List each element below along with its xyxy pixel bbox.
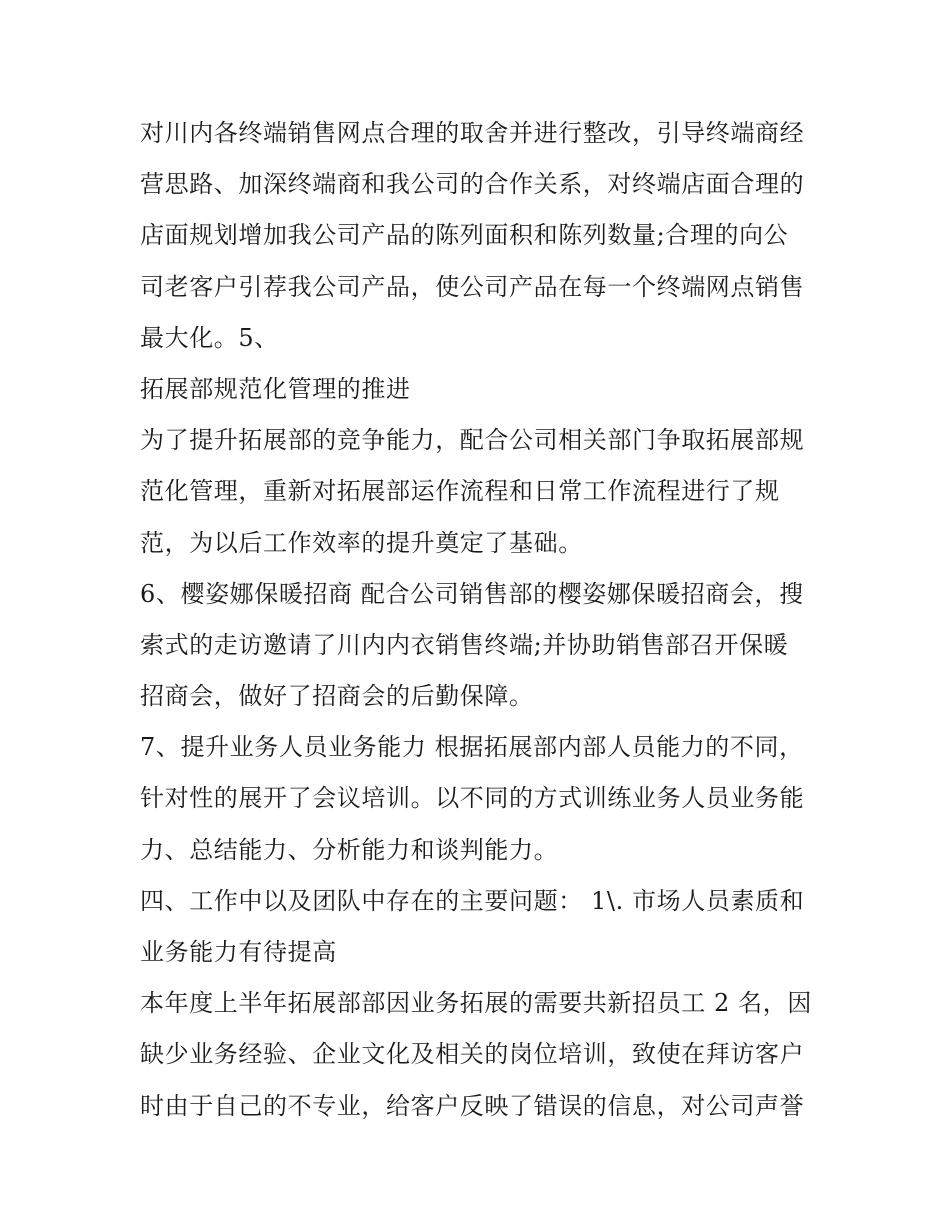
document-body	[140, 108, 820, 1132]
text-line: 为了提升拓展部的竞争能力，配合公司相关部门争取拓展部规	[140, 426, 805, 455]
text-line: 缺少业务经验、企业文化及相关的岗位培训，致使在拜访客户	[140, 1040, 805, 1069]
text-line: 范，为以后工作效率的提升奠定了基础。	[140, 528, 583, 557]
text-line: 四、工作中以及团队中存在的主要问题： 1\. 市场人员素质和	[140, 886, 805, 915]
text-line: 营思路、加深终端商和我公司的合作关系，对终端店面合理的	[140, 170, 805, 199]
text-line: 对川内各终端销售网点合理的取舍并进行整改，引导终端商经	[140, 119, 805, 147]
text-line: 时由于自己的不专业，给客户反映了错误的信息，对公司声誉	[140, 1091, 805, 1120]
text-line: 范化管理，重新对拓展部运作流程和日常工作流程进行了规	[140, 477, 780, 506]
text-line: 最大化。5、	[140, 323, 279, 352]
text-line: 6、樱姿娜保暖招商 配合公司销售部的樱姿娜保暖招商会，搜	[140, 579, 804, 608]
text-line: 司老客户引荐我公司产品，使公司产品在每一个终端网点销售	[140, 272, 805, 301]
text-line: 招商会，做好了招商会的后勤保障。	[140, 682, 534, 711]
text-line: 本年度上半年拓展部部因业务拓展的需要共新招员工 2 名，因	[140, 989, 812, 1018]
text-line: 针对性的展开了会议培训。以不同的方式训练业务人员业务能	[140, 784, 805, 813]
text-line: 店面规划增加我公司产品的陈列面积和陈列数量;合理的向公	[140, 221, 789, 250]
section-heading: 拓展部规范化管理的推进	[140, 374, 411, 403]
text-line: 业务能力有待提高	[140, 938, 337, 966]
text-line: 7、提升业务人员业务能力 根据拓展部内部人员能力的不同，	[140, 733, 804, 762]
text-line: 索式的走访邀请了川内内衣销售终端;并协助销售部召开保暖	[140, 630, 789, 659]
text-line: 力、总结能力、分析能力和谈判能力。	[140, 835, 559, 864]
